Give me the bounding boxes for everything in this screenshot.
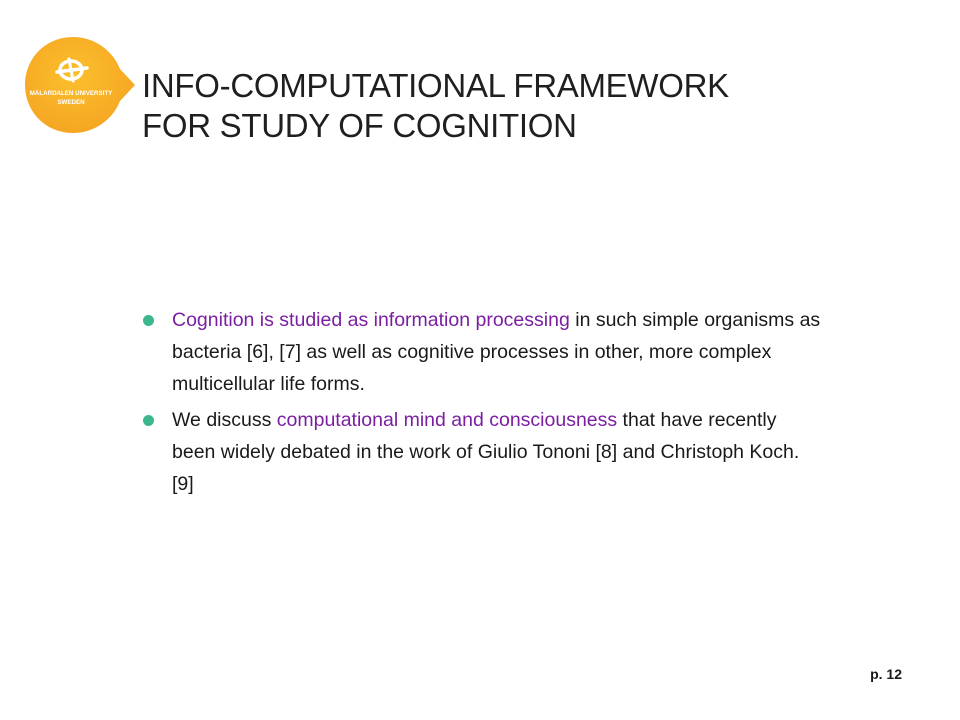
logo-text-line1: MÄLARDALEN UNIVERSITY	[29, 90, 113, 97]
slide-title-line-1: INFO-COMPUTATIONAL FRAMEWORK	[142, 67, 729, 104]
bullet-highlight: Cognition is studied as information processing	[172, 309, 570, 331]
bullet-dot-icon	[143, 415, 154, 426]
slide-title	[142, 66, 729, 146]
bullet-text-prefix: We discuss	[172, 409, 277, 431]
bullet-item-computational-mind	[142, 404, 822, 500]
bullet-highlight: computational mind and consciousness	[276, 409, 618, 431]
bullet-list	[142, 304, 822, 504]
bullet-dot-icon	[143, 315, 154, 326]
page-number: p. 12	[870, 666, 902, 682]
logo-text-line2: SWEDEN	[57, 99, 85, 106]
bullet-text: that have recently been widely debated in the work of Giulio Tononi [8] and Christoph Koch. [9]	[172, 409, 800, 495]
bullet-text: in such simple organisms as bacteria [6], [7] as well as cognitive processes in other, more complex multicellular life forms.	[172, 309, 821, 395]
university-logo	[23, 35, 153, 135]
slide-title-line-2: FOR STUDY OF COGNITION	[142, 107, 577, 144]
bullet-item-cognition	[142, 304, 822, 400]
